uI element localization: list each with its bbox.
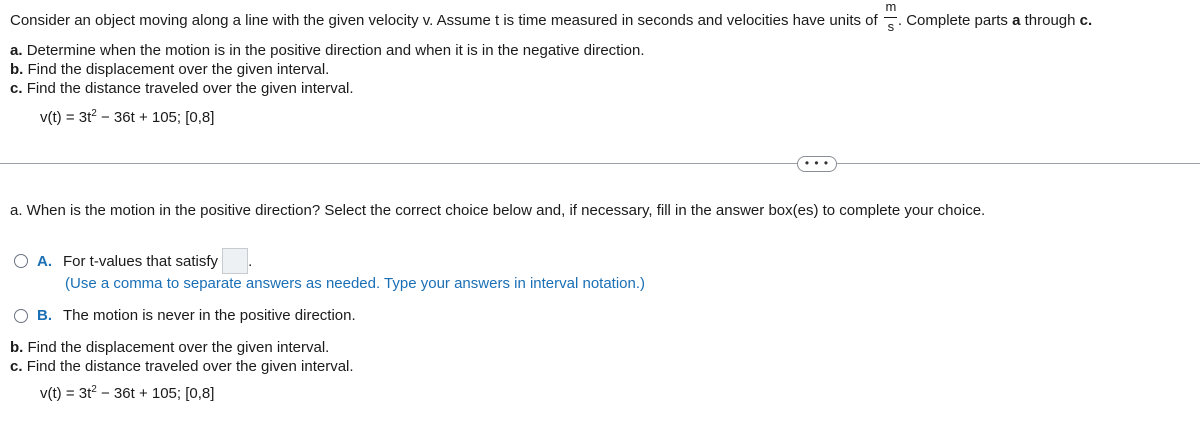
footer-b-text: Find the displacement over the given interval.	[27, 339, 330, 356]
problem-intro	[10, 0, 1093, 34]
choice-b-letter: B.	[37, 307, 52, 324]
footer-c-label: c.	[10, 358, 23, 375]
more-options-button[interactable]: • • •	[797, 156, 837, 172]
footer-part-b	[10, 338, 354, 357]
answer-box[interactable]	[222, 248, 248, 274]
unit-numerator: m	[885, 0, 897, 14]
remaining-parts	[10, 338, 354, 376]
part-c	[10, 79, 645, 98]
part-b-label: b.	[10, 61, 24, 78]
intro-through: through	[1024, 12, 1076, 29]
radio-a[interactable]	[14, 254, 28, 268]
part-a-label: a.	[10, 42, 23, 59]
intro-part-c: c.	[1079, 12, 1093, 29]
choice-a-suffix: .	[248, 252, 253, 270]
intro-part-a: a	[1012, 12, 1021, 29]
answer-hint: (Use a comma to separate answers as needed. Type your answers in interval notation.)	[65, 275, 646, 292]
parts-list	[10, 41, 645, 98]
choice-a-text: For t-values that satisfy	[63, 252, 219, 270]
radio-b[interactable]	[14, 309, 28, 323]
part-b	[10, 60, 645, 79]
equation2-rhs: − 36t + 105; [0,8]	[96, 385, 215, 402]
footer-part-c	[10, 357, 354, 376]
part-a-text: Determine when the motion is in the positive direction and when it is in the negative direction.	[26, 42, 645, 59]
part-c-label: c.	[10, 80, 23, 97]
equation-rhs: − 36t + 105; [0,8]	[96, 109, 215, 126]
footer-b-label: b.	[10, 339, 24, 356]
part-a	[10, 41, 645, 60]
fraction-bar	[884, 17, 897, 18]
choice-a[interactable]	[14, 248, 252, 274]
intro-text-after: . Complete parts	[897, 12, 1008, 29]
choice-b[interactable]	[14, 307, 356, 324]
unit-fraction	[884, 0, 897, 34]
equation-lhs: v(t) = 3t	[40, 109, 92, 126]
section-divider	[0, 163, 1200, 164]
part-b-text: Find the displacement over the given interval.	[27, 61, 330, 78]
question-text: a. When is the motion in the positive direction? Select the correct choice below and, if necessary, fill in the answer box(es) to complete your choice.	[10, 202, 986, 219]
choice-a-letter: A.	[37, 252, 52, 270]
equation2-exponent: 2	[91, 384, 97, 395]
unit-denominator: s	[887, 19, 895, 34]
equation-exponent: 2	[91, 108, 97, 119]
intro-text: Consider an object moving along a line with the given velocity v. Assume t is time measured in seconds and velocities have units of	[10, 12, 878, 29]
choice-b-text: The motion is never in the positive direction.	[63, 307, 356, 324]
equation2-lhs: v(t) = 3t	[40, 385, 92, 402]
velocity-equation	[40, 108, 214, 126]
footer-c-text: Find the distance traveled over the given interval.	[26, 358, 354, 375]
velocity-equation-repeat	[40, 384, 214, 402]
part-c-text: Find the distance traveled over the given interval.	[26, 80, 354, 97]
